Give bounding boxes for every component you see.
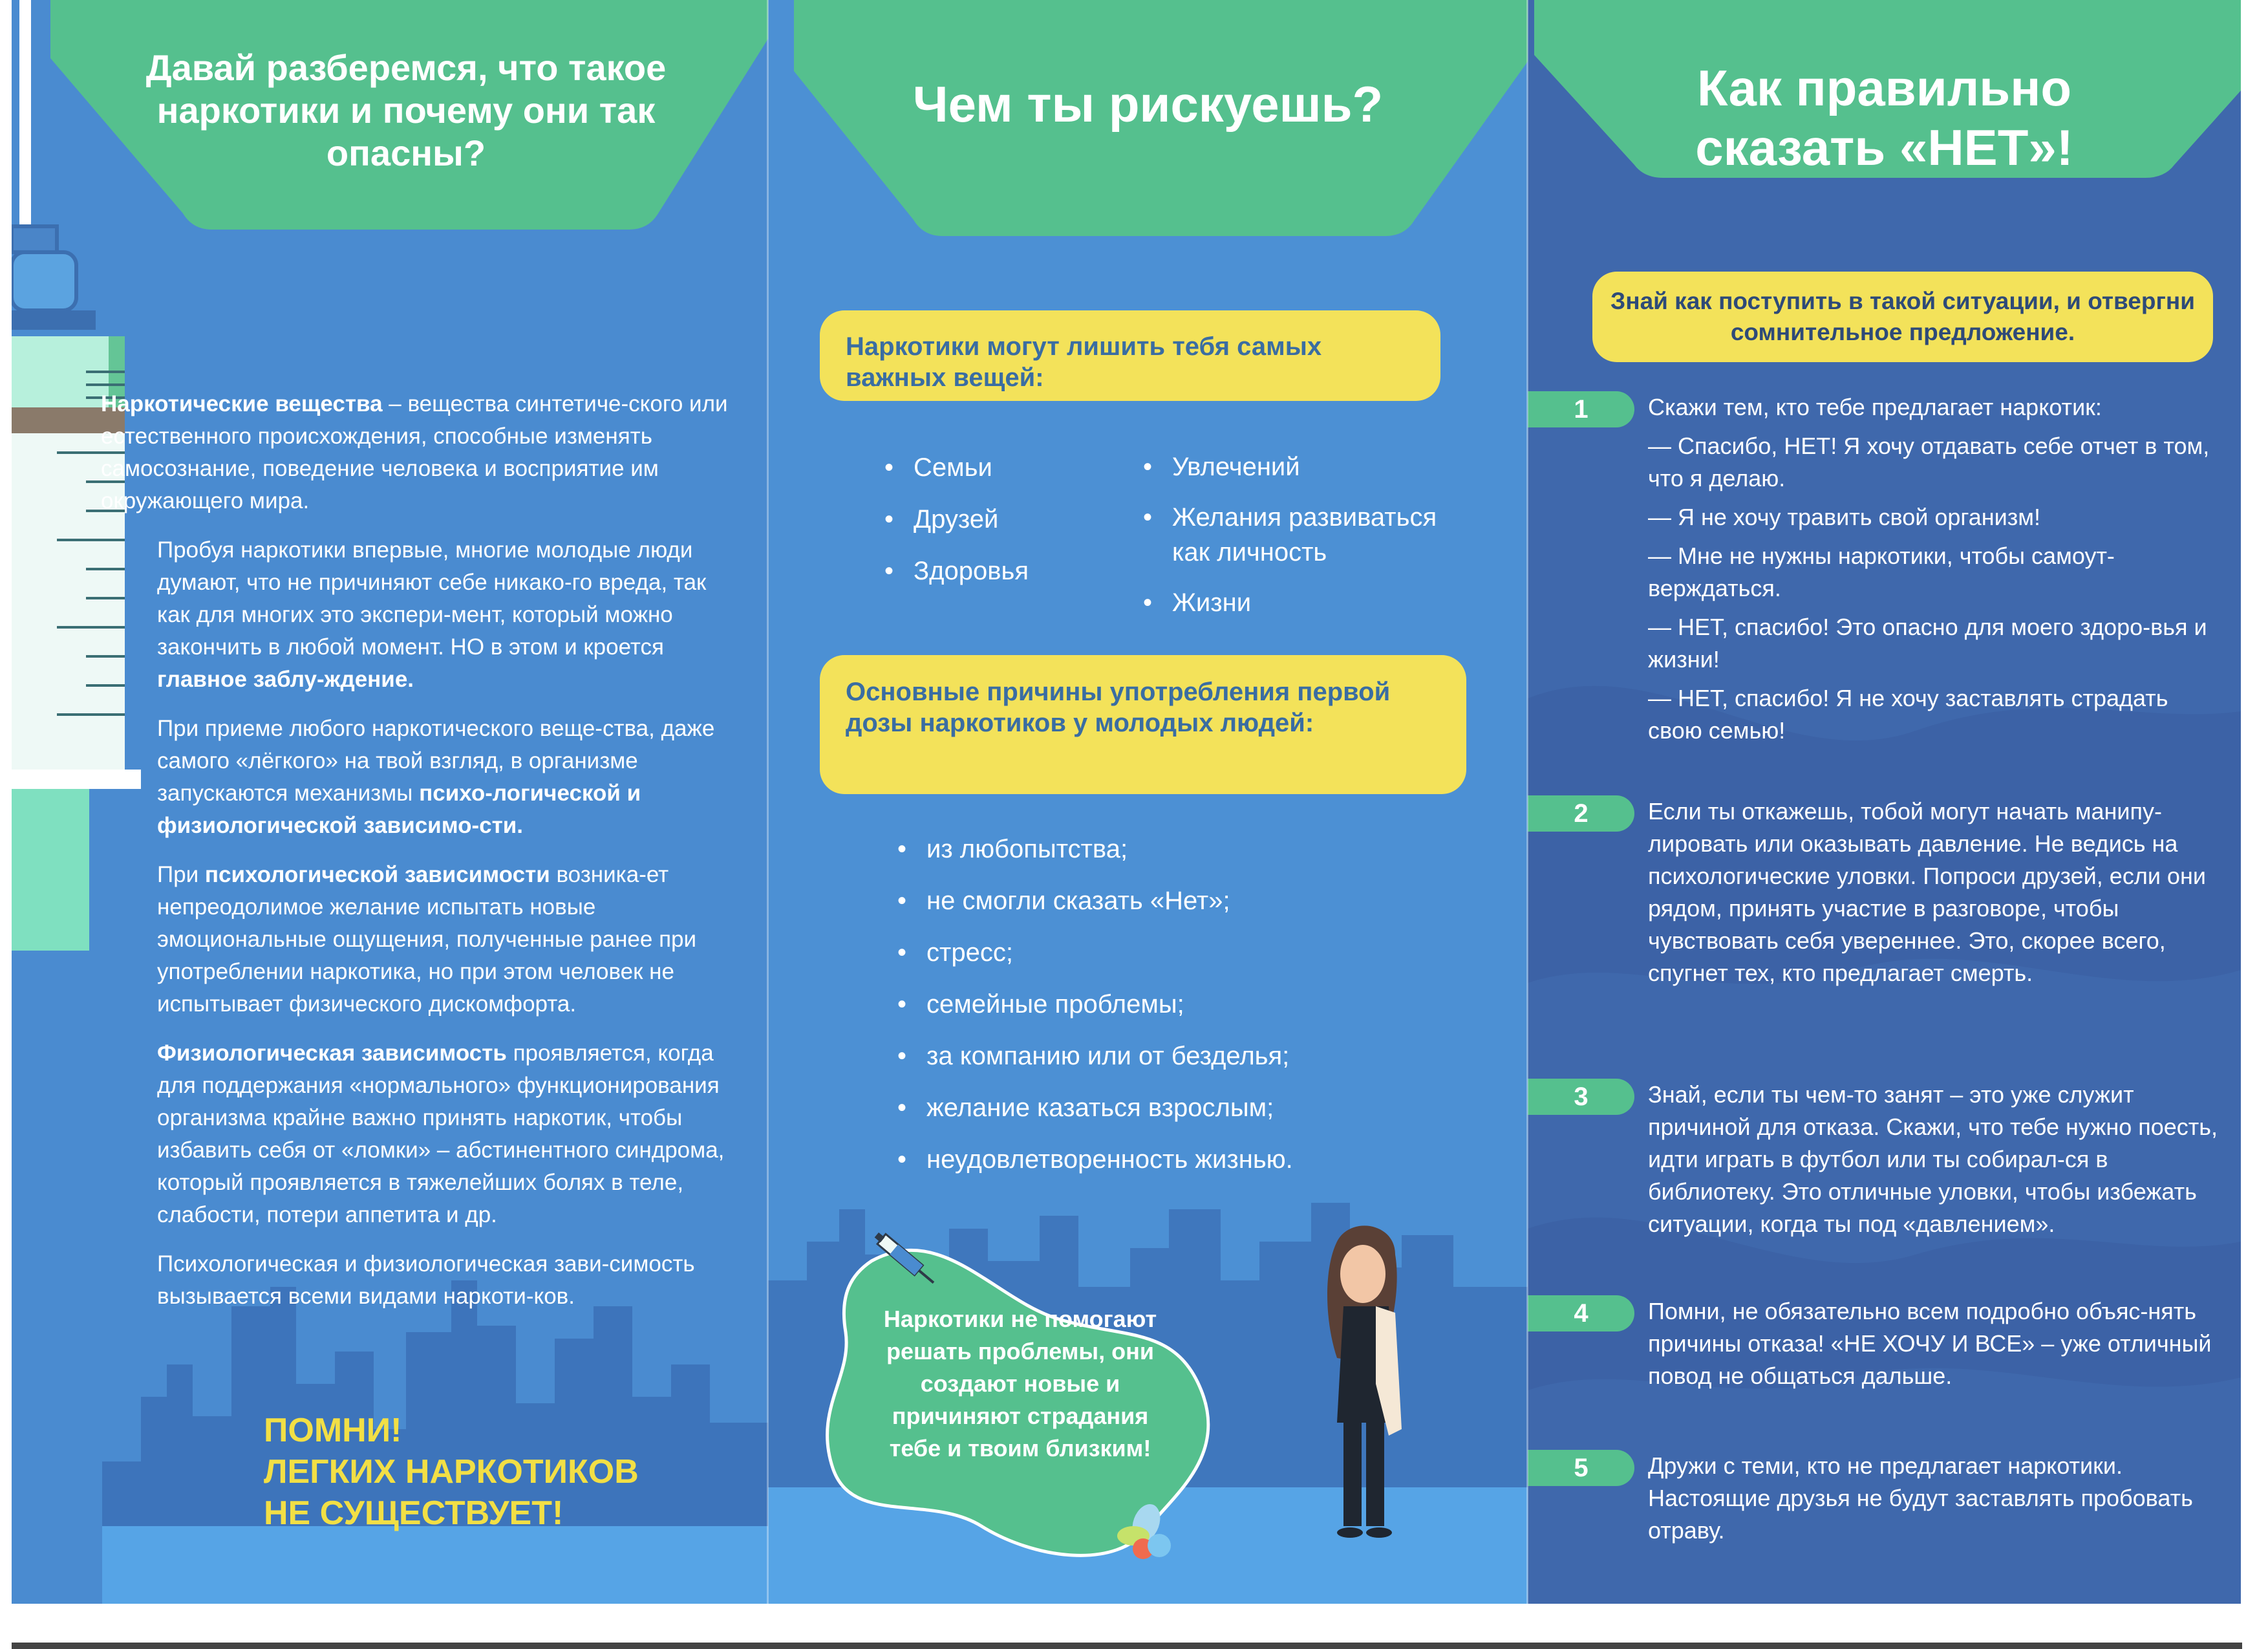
panel1-title: Давай разберемся, что такое наркотики и почему они так опасны? [145, 47, 667, 174]
para3-text: возника-ет непреодолимое желание испытать новые эмоциональные ощущения, полученные ранее при употреблении наркотика, но при этом человек не испытывает физического дискомфорта. [157, 862, 697, 1017]
list-item: • желание казаться взрослым; [897, 1090, 1293, 1126]
step-line: — Мне не нужны наркотики, чтобы самоут-верждаться. [1648, 543, 2115, 601]
blob-message: Наркотики не помогают решать проблемы, они создают новые и причиняют страдания тебе и твоим близким! [883, 1306, 1157, 1461]
panel-what-are-drugs [12, 0, 768, 1604]
list-item: • не смогли сказать «Нет»; [897, 883, 1293, 919]
step-text [1648, 1079, 2223, 1247]
paragraph-dependence [157, 713, 726, 842]
reasons-callout: Основные причины употребления первой дозы наркотиков у молодых людей: [820, 655, 1466, 794]
brochure-sheet [12, 0, 2241, 1604]
list-item: • Семьи [884, 449, 1029, 486]
panel2-title: Чем ты рискуешь? [912, 76, 1384, 133]
step-line: — НЕТ, спасибо! Я не хочу заставлять страдать свою семью! [1648, 685, 2168, 744]
panel-risks [768, 0, 1528, 1604]
list-item: • Друзей [884, 501, 1029, 537]
pills-icon [1111, 1500, 1182, 1571]
list-item: • Здоровья [884, 553, 1029, 589]
intro-definition: – вещества синтетиче-ского или естественного происхождения, способные изменять самосознание, поведение человека и восприятие им окружающего мира. [101, 391, 728, 513]
remember-callout [264, 1410, 639, 1534]
panel-say-no [1528, 0, 2241, 1604]
para2-bold: психо-логической и физиологической зависимо-сти. [157, 781, 641, 838]
step-line: — НЕТ, спасибо! Это опасно для моего здоро-вья и жизни! [1648, 614, 2207, 673]
step-number-badge: 4 [1528, 1295, 1634, 1331]
lose-list-right [1143, 449, 1479, 636]
para1-text: Пробуя наркотики впервые, многие молодые люди думают, что не причиняют себе никако-го вреда, так как для многих это экспери-мент, который можно закончить в любой момент. НО в этом и кроется [157, 537, 707, 660]
paragraph-first-try [157, 534, 726, 696]
list-item: • Увлечений [1143, 449, 1479, 484]
step-line: Помни, не обязательно всем подробно объяс-нять причины отказа! «НЕ ХОЧУ И ВСЕ» – уже отличный повод не общаться дальше. [1648, 1298, 2212, 1389]
para1-bold: главное заблу-ждение. [157, 667, 414, 692]
list-item: • стресс; [897, 934, 1293, 971]
para4-bold: Физиологическая зависимость [157, 1040, 507, 1066]
intro-term: Наркотические вещества [101, 391, 383, 416]
syringe-icon [865, 1222, 943, 1293]
step-number-badge: 2 [1528, 795, 1634, 832]
step-line: Если ты откажешь, тобой могут начать манипу-лировать или оказывать давление. Не ведись на психологические уловки. Попроси друзей, если они рядом, принять участие в разговоре, чтобы чувствовать себя увереннее. Это, скорее всего, спугнет тех, кто предлагает смерть. [1648, 798, 2206, 986]
step-line: — Я не хочу травить свой организм! [1648, 504, 2041, 530]
step-text [1648, 391, 2223, 753]
paragraph-psychological [157, 859, 726, 1020]
step-text [1648, 795, 2223, 996]
list-item: • неудовлетворенность жизнью. [897, 1141, 1293, 1178]
intro-paragraph [101, 388, 749, 517]
step-text [1648, 1450, 2223, 1553]
step-line: Знай, если ты чем-то занят – это уже служит причиной для отказа. Скажи, что тебе нужно поесть, идти играть в футбол или ты собирал-ся в библиотеку. Это отличные уловки, чтобы избежать ситуации, когда ты под «давлением». [1648, 1081, 2218, 1237]
scanner-edge [12, 1643, 2242, 1649]
remember-line: ЛЕГКИХ НАРКОТИКОВ [264, 1453, 639, 1491]
list-item: • Жизни [1143, 585, 1479, 620]
step-text [1648, 1295, 2223, 1399]
reasons-list [897, 831, 1293, 1193]
para3-pre: При [157, 862, 205, 887]
para4-text: проявляется, когда для поддержания «нормального» функционирования организма крайне важно принять наркотик, чтобы избавить себя от «ломки» – абстинентного синдрома, который проявляется в тяжелейших болях в теле, слабости, потери аппетита и др. [157, 1040, 725, 1227]
sad-girl-illustration [1298, 1216, 1428, 1552]
list-item: • из любопытства; [897, 831, 1293, 867]
panel1-body [102, 388, 749, 1330]
step-line: — Спасибо, НЕТ! Я хочу отдавать себе отчет в том, что я делаю. [1648, 433, 2210, 491]
fold-line [767, 0, 769, 1604]
lose-list-left [884, 449, 1029, 605]
panel3-title [1528, 58, 2241, 177]
list-item: • семейные проблемы; [897, 986, 1293, 1022]
step-number-badge: 5 [1528, 1450, 1634, 1486]
lose-things-callout: Наркотики могут лишить тебя самых важных вещей: [820, 310, 1440, 401]
know-how-callout: Знай как поступить в такой ситуации, и отвергни сомнительное предложение. [1592, 272, 2213, 362]
step-number-badge: 1 [1528, 391, 1634, 427]
title-line: сказать «НЕТ»! [1695, 119, 2073, 177]
paragraph-all-drugs: Психологическая и физиологическая зави-симость вызывается всеми видами наркоти-ков. [157, 1251, 695, 1309]
list-item: • Желания развиваться как личность [1143, 500, 1479, 570]
remember-line: НЕ СУЩЕСТВУЕТ! [264, 1494, 564, 1532]
para2-text: При приеме любого наркотического веще-ства, даже самого «лёгкого» на твой взгляд, в организме запускаются механизмы [157, 716, 715, 806]
title-line: Как правильно [1697, 59, 2071, 116]
step-line: Скажи тем, кто тебе предлагает наркотик: [1648, 394, 2102, 420]
step-line: Дружи с теми, кто не предлагает наркотики. Настоящие друзья не будут заставлять пробовать отраву. [1648, 1452, 2193, 1544]
step-number-badge: 3 [1528, 1079, 1634, 1115]
remember-line: ПОМНИ! [264, 1412, 402, 1449]
list-item: • за компанию или от безделья; [897, 1038, 1293, 1074]
fold-line [1526, 0, 1528, 1604]
paragraph-physiological [157, 1037, 726, 1231]
para3-bold: психологической зависимости [204, 862, 550, 887]
